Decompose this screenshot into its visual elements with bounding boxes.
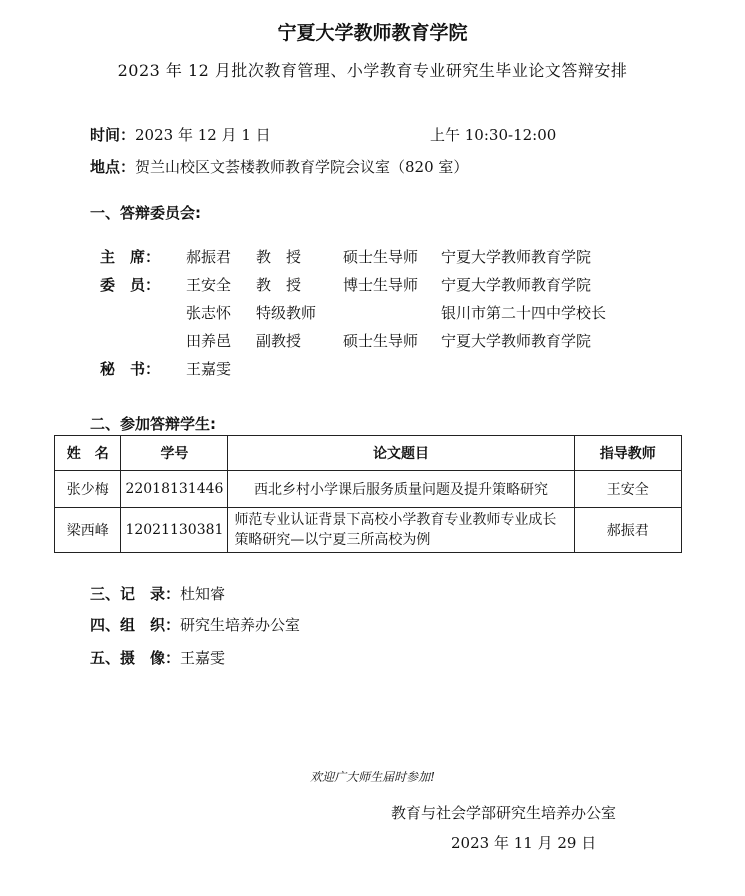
organizer-label: 四、组 织： [90,616,181,634]
thesis-topic: 师范专业认证背景下高校小学教育专业教师专业成长策略研究—以宁夏三所高校为例 [228,508,574,553]
organizer-value: 研究生培养办公室 [180,616,301,634]
member-unit: 宁夏大学教师教育学院 [441,276,592,294]
advisor-name: 郝振君 [574,508,681,553]
time-value: 2023 年 12 月 1 日 [135,126,271,144]
place-line [90,156,468,177]
table-header-row [55,436,682,471]
table-row [55,471,682,508]
students-table [54,435,682,553]
committee-heading: 一、答辩委员会: [90,204,201,222]
place-value: 贺兰山校区文荟楼教师教育学院会议室（820 室） [135,158,469,176]
welcome-note: 欢迎广大师生届时参加! [310,770,435,784]
chair-title: 教 授 [256,248,302,266]
member-title: 副教授 [256,332,302,350]
time-line [90,124,271,145]
member-unit: 银川市第二十四中学校长 [441,304,607,322]
student-id: 22018131446 [121,471,228,508]
issue-date: 2023 年 11 月 29 日 [451,834,597,852]
chair-name: 郝振君 [186,248,232,266]
member-title: 教 授 [256,276,302,294]
place-label: 地点： [90,158,136,176]
table-row [55,508,682,553]
member-name: 张志怀 [186,304,232,322]
chair-tutor: 硕士生导师 [343,248,419,266]
record-line [90,583,225,604]
student-name: 张少梅 [55,471,121,508]
photographer-value: 王嘉雯 [180,649,226,667]
secretary-name: 王嘉雯 [186,360,232,378]
document-subtitle: 2023 年 12 月批次教育管理、小学教育专业研究生毕业论文答辩安排 [117,61,628,80]
time-label: 时间： [90,126,136,144]
member-tutor: 硕士生导师 [343,332,419,350]
member-tutor: 博士生导师 [343,276,419,294]
member-name: 王安全 [186,276,232,294]
secretary-role: 秘 书： [100,360,161,378]
advisor-name: 王安全 [574,471,681,508]
photographer-label: 五、摄 像： [90,649,181,667]
students-heading: 二、参加答辩学生: [90,415,216,433]
photographer-line [90,647,225,668]
column-header-id: 学号 [121,436,228,471]
column-header-name: 姓 名 [55,436,121,471]
member-role: 委 员： [100,276,161,294]
column-header-topic: 论文题目 [228,436,574,471]
thesis-topic: 西北乡村小学课后服务质量问题及提升策略研究 [228,471,574,508]
member-unit: 宁夏大学教师教育学院 [441,332,592,350]
chair-role: 主 席： [100,248,161,266]
record-value: 杜知睿 [180,585,226,603]
record-label: 三、记 录： [90,585,181,603]
member-name: 田养邑 [186,332,232,350]
chair-unit: 宁夏大学教师教育学院 [441,248,592,266]
organizer-line [90,614,300,635]
member-title: 特级教师 [256,304,317,322]
time-slot: 上午 10:30-12:00 [430,126,557,144]
issuing-office: 教育与社会学部研究生培养办公室 [391,804,617,822]
document-title: 宁夏大学教师教育学院 [277,22,468,44]
column-header-advisor: 指导教师 [574,436,681,471]
student-id: 12021130381 [121,508,228,553]
student-name: 梁西峰 [55,508,121,553]
